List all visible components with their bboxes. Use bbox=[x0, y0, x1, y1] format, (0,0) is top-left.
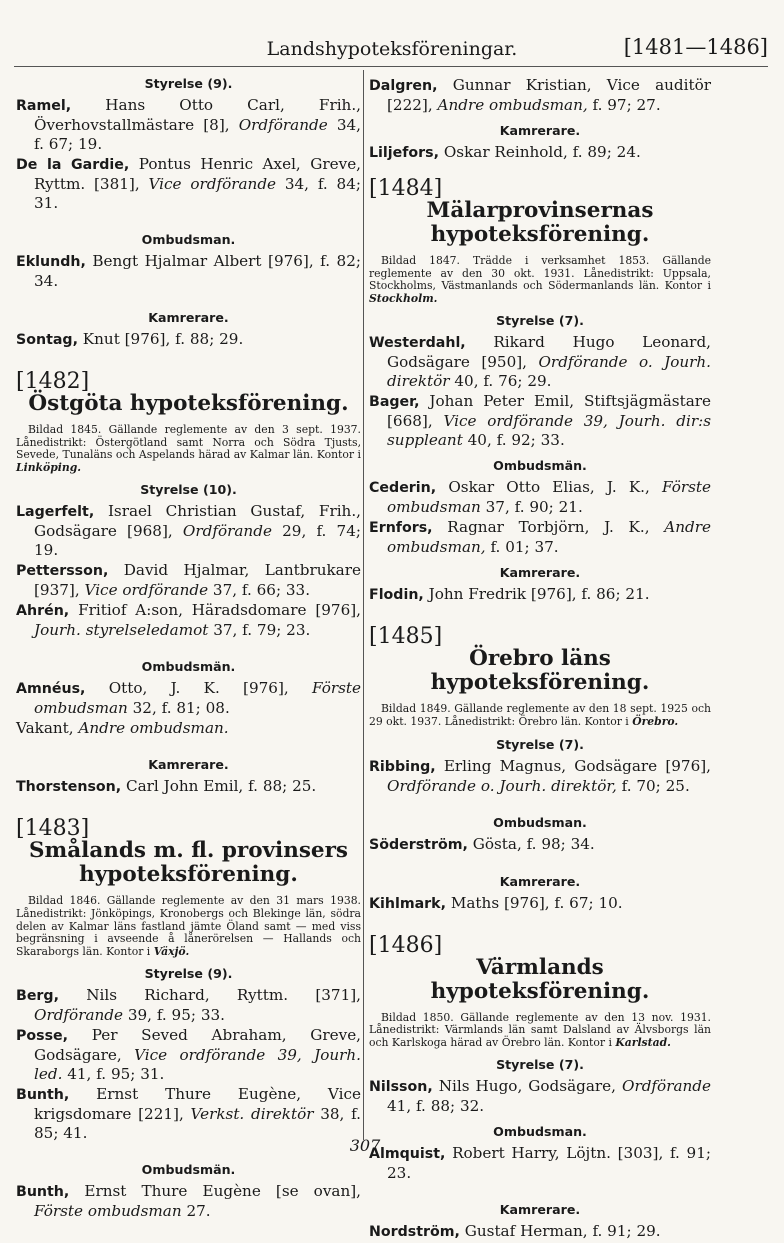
kamrerare-label: Kamrerare. bbox=[499, 873, 581, 889]
section-description: Bildad 1847. Trädde i verksamhet 1853. Gällande reglemente av den 30 okt. 1931. Lånedistrikt: Uppsala, Stockholms, Västmanlands och Södermanlands län. Kontor i Stockholm. bbox=[369, 254, 711, 305]
list-item: Nilsson, Nils Hugo, Godsägare, Ordförande 41, f. 88; 32. bbox=[369, 1077, 712, 1116]
list-item: Ramel, Hans Otto Carl, Frih., Överhovstallmästare [8], Ordförande 34, f. 67; 19. bbox=[16, 96, 361, 153]
list-item: Pettersson, David Hjalmar, Lantbrukare [937], Vice ordförande 37, f. 66; 33. bbox=[16, 561, 361, 600]
person-name: Kihlmark, bbox=[369, 895, 446, 912]
person-name: Westerdahl, bbox=[369, 335, 466, 352]
kamrerare-label: Kamrerare. bbox=[499, 1202, 581, 1218]
running-title: Landshypoteksföreningar. bbox=[266, 38, 518, 60]
section-title: Smålands m. fl. provinsers hypoteksförening. bbox=[28, 838, 349, 888]
ombudsman-label: Ombudsman. bbox=[141, 232, 236, 247]
person-name: Liljefors, bbox=[369, 145, 440, 161]
kamrerare-label: Kamrerare. bbox=[148, 757, 229, 773]
list-item: Almquist, Robert Harry, Löjtn. [303], f. 91; 23. bbox=[369, 1144, 711, 1183]
list-item: Bunth, Ernst Thure Eugène [se ovan], Förste ombudsman 27. bbox=[16, 1182, 361, 1221]
column-divider bbox=[363, 70, 364, 1140]
section-number: [1483] bbox=[16, 816, 90, 842]
ombudsman-label: Ombudsmän. bbox=[493, 458, 587, 474]
person-name: Cederin, bbox=[369, 480, 437, 497]
list-item: Ahrén, Fritiof A:son, Häradsdomare [976], Jourh. styrelseledamot 37, f. 79; 23. bbox=[16, 601, 361, 640]
styrelse-label: Styrelse (7). bbox=[496, 1057, 584, 1073]
person-name: Amnéus, bbox=[16, 681, 86, 698]
kamrerare-label: Kamrerare. bbox=[499, 123, 581, 138]
person-name: Bunth, bbox=[16, 1087, 70, 1104]
person-name: Bunth, bbox=[16, 1184, 70, 1201]
section-number: [1484] bbox=[369, 176, 443, 201]
person-name: Ernfors, bbox=[369, 520, 433, 537]
kamrerare-label: Kamrerare. bbox=[499, 565, 581, 581]
section-description: Bildad 1846. Gällande reglemente av den 31 mars 1938. Lånedistrikt: Jönköpings, Kronobergs och Blekinge län, södra delen av Kalmar läns fastland jämte Öland samt — med viss begränsning i avseende å lånerörelsen — Hallands och Skaraborgs län. Kontor i Växjö. bbox=[16, 894, 361, 958]
person-name: Flodin, bbox=[369, 587, 424, 604]
list-item: Thorstenson, Carl John Emil, f. 88; 25. bbox=[16, 777, 317, 796]
ombudsman-label: Ombudsman. bbox=[493, 814, 587, 830]
list-item: Ribbing, Erling Magnus, Godsägare [976], Ordförande o. Jourh. direktör, f. 70; 25. bbox=[369, 756, 711, 795]
list-item: Kihlmark, Maths [976], f. 67; 10. bbox=[369, 893, 623, 912]
list-item: Dalgren, Gunnar Kristian, Vice auditör [222], Andre ombudsman, f. 97; 27. bbox=[369, 76, 711, 114]
section-number: [1482] bbox=[16, 369, 90, 394]
person-name: Ahrén, bbox=[16, 603, 70, 620]
section-description: Bildad 1849. Gällande reglemente av den 18 sept. 1925 och 29 okt. 1937. Lånedistrikt: Örebro län. Kontor i Örebro. bbox=[369, 702, 711, 728]
person-name: Ramel, bbox=[16, 98, 72, 114]
person-name: De la Gardie, bbox=[16, 157, 130, 173]
list-item: Bager, Johan Peter Emil, Stiftsjägmästare [668], Vice ordförande 39, Jourh. dir:s suppleant 40, f. 92; 33. bbox=[369, 392, 711, 450]
person-name: Sontag, bbox=[16, 332, 78, 348]
header-rule bbox=[14, 66, 768, 67]
list-item: De la Gardie, Pontus Henric Axel, Greve, Ryttm. [381], Vice ordförande 34, f. 84; 31. bbox=[16, 155, 362, 212]
section-number: [1485] bbox=[369, 624, 443, 650]
section-title: Östgöta hypoteksförening. bbox=[28, 391, 349, 416]
list-item: Amnéus, Otto, J. K. [976], Förste ombudsman 32, f. 81; 08. bbox=[16, 679, 362, 718]
person-name: Almquist, bbox=[369, 1146, 446, 1163]
list-item: Liljefors, Oskar Reinhold, f. 89; 24. bbox=[369, 143, 641, 161]
section-title: Örebro läns hypoteksförening. bbox=[430, 646, 650, 696]
styrelse-label: Styrelse (7). bbox=[496, 736, 584, 752]
list-item: Nordström, Gustaf Herman, f. 91; 29. bbox=[369, 1222, 661, 1241]
list-item: Posse, Per Seved Abraham, Greve, Godsägare, Vice ordförande 39, Jourh. led. 41, f. 95; 31. bbox=[16, 1026, 362, 1084]
list-item: Ernfors, Ragnar Torbjörn, J. K., Andre ombudsman, f. 01; 37. bbox=[369, 518, 711, 557]
person-name: Pettersson, bbox=[16, 563, 109, 580]
styrelse-label: Styrelse (10). bbox=[140, 482, 237, 498]
section-title: Värmlands hypoteksförening. bbox=[430, 954, 650, 1004]
kamrerare-label: Kamrerare. bbox=[148, 310, 229, 325]
person-name: Nilsson, bbox=[369, 1079, 433, 1096]
page-number: 307 bbox=[349, 1136, 381, 1155]
person-name: Bager, bbox=[369, 394, 420, 411]
list-item: Eklundh, Bengt Hjalmar Albert [976], f. 82; 34. bbox=[16, 252, 361, 290]
person-name: Eklundh, bbox=[16, 254, 86, 270]
right-column bbox=[369, 68, 711, 1243]
list-item: Söderström, Gösta, f. 98; 34. bbox=[369, 834, 595, 853]
ombudsman-label: Ombudsmän. bbox=[141, 1162, 236, 1178]
person-name: Lagerfelt, bbox=[16, 504, 95, 521]
section-description: Bildad 1850. Gällande reglemente av den 13 nov. 1931. Lånedistrikt: Värmlands län samt Dalsland av Älvsborgs län och Karlskoga härad av Örebro län. Kontor i Karlstad. bbox=[369, 1010, 711, 1049]
list-item: Bunth, Ernst Thure Eugène, Vice krigsdomare [221], Verkst. direktör 38, f. 85; 41. bbox=[16, 1085, 362, 1143]
section-range: [1481—1486] bbox=[623, 35, 768, 59]
person-name: Nordström, bbox=[369, 1224, 460, 1241]
section-number: [1486] bbox=[369, 932, 443, 958]
person-name: Thorstenson, bbox=[16, 779, 122, 796]
list-item: Cederin, Oskar Otto Elias, J. K., Förste ombudsman 37, f. 90; 21. bbox=[369, 478, 712, 517]
person-name: Dalgren, bbox=[369, 78, 438, 94]
styrelse-label: Styrelse (9). bbox=[144, 966, 233, 982]
list-item: Sontag, Knut [976], f. 88; 29. bbox=[16, 330, 244, 348]
list-item: Flodin, John Fredrik [976], f. 86; 21. bbox=[369, 585, 650, 604]
section-title: Mälarprovinsernas hypoteksförening. bbox=[426, 198, 654, 247]
styrelse-label: Styrelse (9). bbox=[144, 76, 233, 91]
list-item: Vakant, Andre ombudsman. bbox=[16, 719, 229, 738]
person-name: Berg, bbox=[16, 988, 59, 1005]
person-name: Ribbing, bbox=[369, 758, 436, 775]
styrelse-label: Styrelse (7). bbox=[496, 313, 584, 329]
section-description: Bildad 1845. Gällande reglemente av den 3 sept. 1937. Lånedistrikt: Östergötland samt Norra och Södra Tjusts, Sevede, Tunaläns och Aspelands härad av Kalmar län. Kontor i Linköping. bbox=[16, 423, 361, 474]
list-item: Lagerfelt, Israel Christian Gustaf, Frih., Godsägare [968], Ordförande 29, f. 74; 19. bbox=[16, 502, 361, 560]
person-name: Söderström, bbox=[369, 836, 468, 853]
list-item: Berg, Nils Richard, Ryttm. [371], Ordförande 39, f. 95; 33. bbox=[16, 986, 362, 1025]
person-name: Posse, bbox=[16, 1028, 69, 1045]
ombudsman-label: Ombudsman. bbox=[493, 1124, 587, 1140]
left-column bbox=[16, 68, 361, 1222]
page-header bbox=[16, 35, 768, 68]
list-item: Westerdahl, Rikard Hugo Leonard, Godsägare [950], Ordförande o. Jourh. direktör 40, f. 76; 29. bbox=[369, 333, 712, 391]
ombudsman-label: Ombudsmän. bbox=[141, 659, 236, 675]
